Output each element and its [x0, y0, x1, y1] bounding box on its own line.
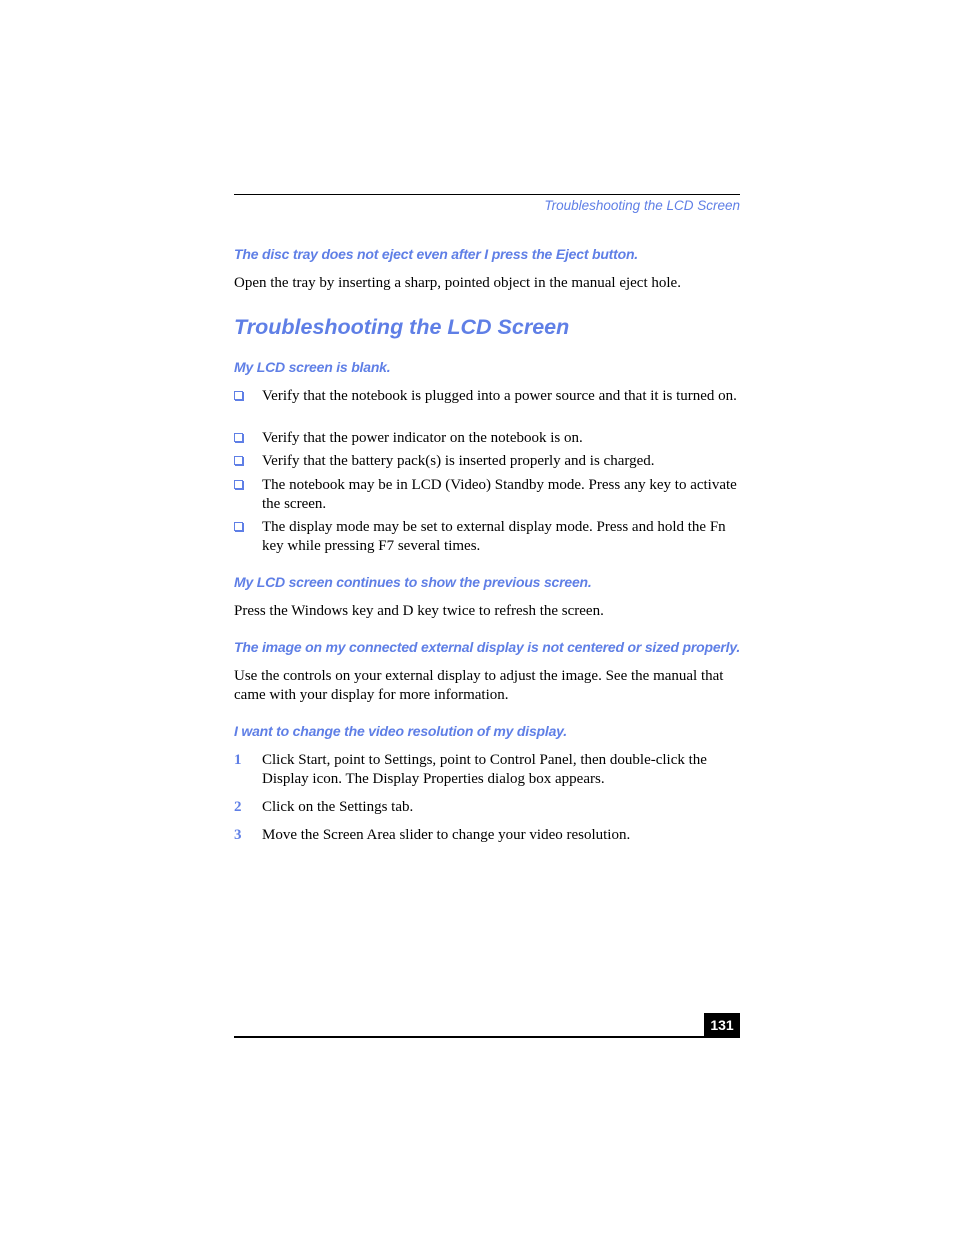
page-number: 131 — [704, 1013, 740, 1037]
checkbox-bullet-icon — [234, 518, 243, 537]
checkbox-bullet-icon — [234, 476, 243, 495]
list-item-text: Verify that the battery pack(s) is inserted properly and is charged. — [262, 453, 655, 469]
resolution-question: I want to change the video resolution of my display. — [234, 723, 567, 739]
eject-question: The disc tray does not eject even after I press the Eject button. — [234, 246, 638, 262]
step-text: Move the Screen Area slider to change your video resolution. — [262, 827, 631, 843]
external-question: The image on my connected external display is not centered or sized properly. — [234, 639, 741, 655]
list-item-text: Verify that the notebook is plugged into a power source and that it is turned on. — [262, 388, 737, 404]
step-number: 3 — [234, 827, 242, 843]
eject-answer: Open the tray by inserting a sharp, pointed object in the manual eject hole. — [234, 275, 681, 291]
section-title: Troubleshooting the LCD Screen — [234, 315, 570, 339]
step-number: 1 — [234, 752, 242, 768]
list-item-text: The display mode may be set to external display mode. Press and hold the Fn key while pressing F7 several times. — [262, 519, 726, 554]
external-answer: Use the controls on your external display to adjust the image. See the manual that came with your display for more information. — [234, 668, 724, 703]
checkbox-bullet-icon — [234, 387, 243, 406]
step-text: Click on the Settings tab. — [262, 799, 414, 815]
step-text: Click Start, point to Settings, point to Control Panel, then double-click the Display icon. The Display Properties dialog box appears. — [262, 752, 707, 787]
checkbox-bullet-icon — [234, 429, 243, 448]
previous-question: My LCD screen continues to show the previous screen. — [234, 574, 592, 590]
list-item-text: The notebook may be in LCD (Video) Standby mode. Press any key to activate the screen. — [262, 477, 737, 512]
list-item-text: Verify that the power indicator on the notebook is on. — [262, 430, 583, 446]
header-rule — [234, 194, 740, 195]
checkbox-bullet-icon — [234, 452, 243, 471]
footer-rule — [234, 1036, 740, 1038]
running-header: Troubleshooting the LCD Screen — [544, 198, 740, 213]
blank-question: My LCD screen is blank. — [234, 359, 391, 375]
previous-answer: Press the Windows key and D key twice to refresh the screen. — [234, 603, 604, 619]
step-number: 2 — [234, 799, 242, 815]
